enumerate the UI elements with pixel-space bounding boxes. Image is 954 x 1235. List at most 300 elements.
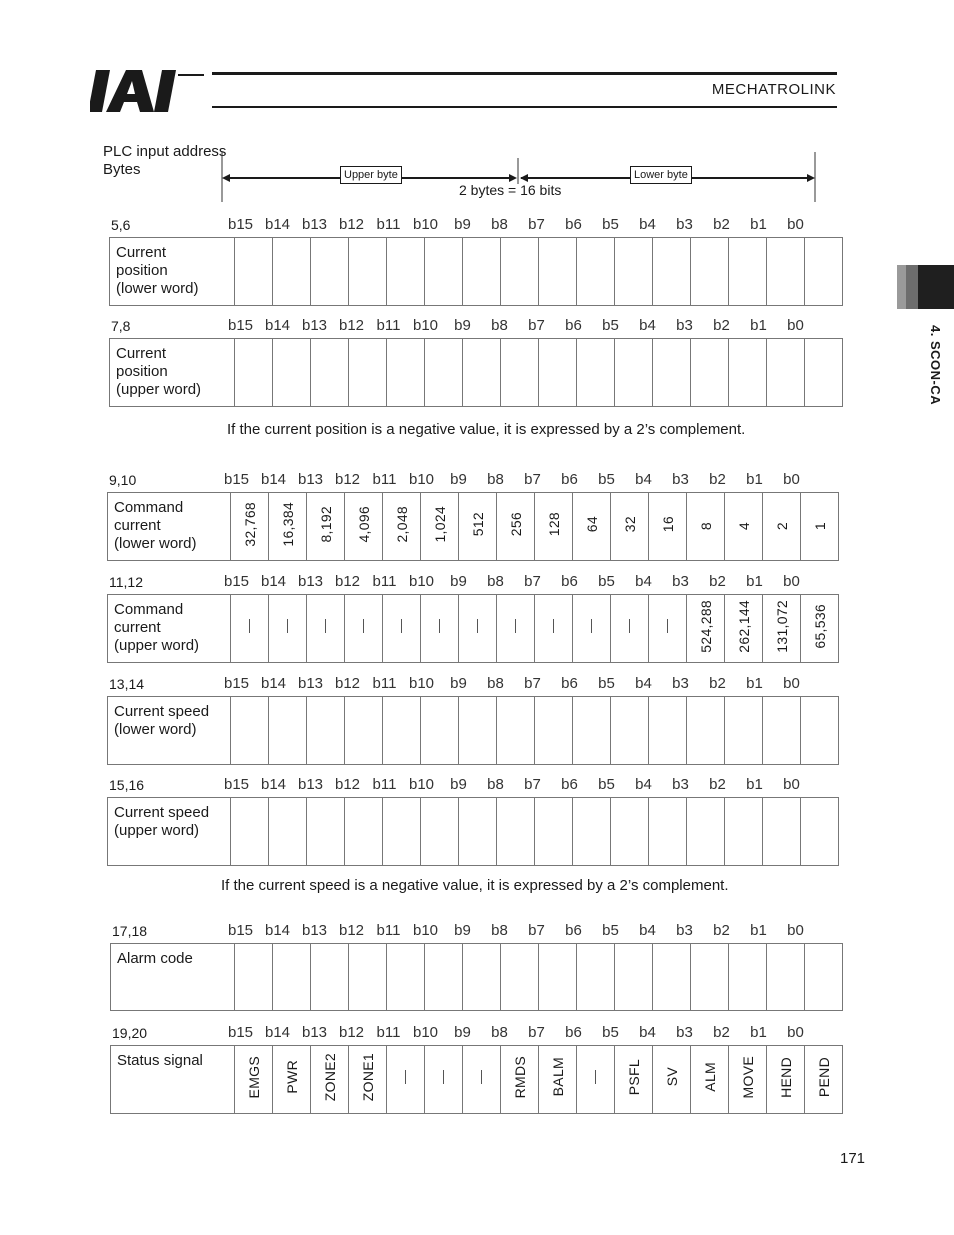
bit-cell	[501, 339, 539, 407]
bit-header-row	[222, 922, 814, 939]
bit-cell	[577, 339, 615, 407]
bit-value: 131,072	[773, 599, 790, 653]
table-row	[111, 944, 843, 1011]
bit-label: b9	[450, 675, 467, 692]
bit-label: b12	[338, 317, 365, 334]
bit-label: b8	[491, 216, 508, 233]
bit-label: b14	[260, 471, 287, 488]
bit-value: BALM	[549, 1057, 566, 1097]
bit-label: b7	[528, 1024, 545, 1041]
header-rule-top	[212, 72, 837, 75]
table-row	[108, 493, 839, 561]
bit-label: b6	[561, 776, 578, 793]
bit-label: b5	[598, 573, 615, 590]
bit-cell	[345, 798, 383, 866]
table-row	[110, 238, 843, 306]
bit-label: b5	[598, 675, 615, 692]
bit-cell	[615, 238, 653, 306]
unused-bit-dash	[439, 619, 440, 633]
bit-cell	[421, 493, 459, 561]
unused-bit-dash	[401, 619, 402, 633]
bit-label: b5	[602, 922, 619, 939]
unused-bit-dash	[629, 619, 630, 633]
bit-label: b0	[787, 216, 804, 233]
bit-label: b13	[301, 216, 328, 233]
bit-cell	[687, 798, 725, 866]
table-row	[108, 697, 839, 765]
bit-cell	[311, 238, 349, 306]
bit-label: b2	[713, 216, 730, 233]
bit-cell	[383, 595, 421, 663]
bit-cell	[383, 493, 421, 561]
bit-value: ALM	[701, 1062, 718, 1092]
bit-cell	[425, 339, 463, 407]
bit-cell	[611, 493, 649, 561]
brand-label: MECHATROLINK	[711, 81, 836, 98]
bit-label: b5	[598, 776, 615, 793]
bit-header-row	[222, 216, 814, 233]
register-table	[107, 492, 839, 561]
bit-cell	[421, 798, 459, 866]
bit-value: 8,192	[317, 505, 334, 543]
bit-cell	[805, 339, 843, 407]
bit-cell	[729, 339, 767, 407]
register-table	[107, 797, 839, 866]
bit-label: b14	[260, 675, 287, 692]
bit-cell	[687, 697, 725, 765]
bit-cell	[539, 238, 577, 306]
register-table	[110, 1045, 843, 1114]
register-address: 15,16	[109, 777, 145, 793]
bit-cell	[307, 595, 345, 663]
bit-cell	[615, 944, 653, 1011]
bit-cell	[577, 944, 615, 1011]
bit-label: b11	[376, 317, 401, 334]
bit-label: b8	[487, 776, 504, 793]
bit-cell	[725, 798, 763, 866]
bit-cell	[459, 493, 497, 561]
lower-byte-box: Lower byte	[630, 166, 692, 184]
bit-cell	[573, 493, 611, 561]
bit-cell	[231, 493, 269, 561]
bit-value: 512	[469, 511, 486, 537]
bit-cell	[763, 595, 801, 663]
bit-cell	[767, 944, 805, 1011]
bit-label: b10	[408, 776, 435, 793]
bit-cell	[311, 339, 349, 407]
bit-label: b7	[528, 216, 545, 233]
bit-label: b14	[260, 776, 287, 793]
bit-label: b15	[227, 216, 254, 233]
bit-header-row	[218, 573, 810, 590]
bit-label: b11	[372, 471, 397, 488]
bit-label: b9	[450, 573, 467, 590]
bit-label: b13	[297, 776, 324, 793]
bit-value: RMDS	[511, 1055, 528, 1099]
bit-label: b6	[561, 573, 578, 590]
bit-cell	[463, 339, 501, 407]
bit-cell	[729, 944, 767, 1011]
bit-cell	[387, 944, 425, 1011]
bit-cell	[345, 697, 383, 765]
iai-logo	[90, 70, 208, 112]
bit-cell	[615, 1046, 653, 1114]
bit-label: b6	[561, 471, 578, 488]
bit-cell	[307, 697, 345, 765]
bit-value: ZONE2	[321, 1052, 338, 1102]
bit-label: b2	[709, 573, 726, 590]
bit-label: b6	[565, 216, 582, 233]
register-address: 9,10	[109, 472, 137, 488]
bit-label: b2	[709, 776, 726, 793]
bit-value: 256	[507, 511, 524, 537]
bit-cell	[497, 697, 535, 765]
bit-label: b12	[338, 922, 365, 939]
bit-cell	[611, 798, 649, 866]
bit-cell	[649, 595, 687, 663]
bit-cell	[767, 1046, 805, 1114]
bit-cell	[649, 493, 687, 561]
bit-label: b11	[372, 573, 397, 590]
bit-cell	[459, 595, 497, 663]
bit-cell	[349, 238, 387, 306]
bit-cell	[497, 493, 535, 561]
bit-cell	[653, 339, 691, 407]
bit-label: b15	[227, 317, 254, 334]
bit-value: 32	[621, 515, 638, 533]
bit-value: 524,288	[697, 599, 714, 653]
upper-byte-box: Upper byte	[340, 166, 402, 184]
unused-bit-dash	[405, 1070, 406, 1084]
bit-label: b5	[602, 216, 619, 233]
bit-label: b1	[750, 317, 767, 334]
bit-label: b11	[376, 216, 401, 233]
bit-value: 2	[773, 522, 790, 531]
bit-cell	[463, 944, 501, 1011]
bit-label: b0	[787, 317, 804, 334]
bit-cell	[235, 944, 273, 1011]
bit-label: b2	[709, 471, 726, 488]
register-table	[109, 237, 843, 306]
bit-label: b4	[635, 675, 652, 692]
bit-cell	[269, 697, 307, 765]
bit-label: b1	[746, 675, 763, 692]
bit-value: 32,768	[241, 501, 258, 547]
bit-label: b13	[301, 922, 328, 939]
bit-cell	[539, 1046, 577, 1114]
bit-cell	[235, 339, 273, 407]
bit-label: b15	[223, 471, 250, 488]
bit-label: b8	[491, 317, 508, 334]
bit-label: b1	[746, 573, 763, 590]
bit-header-row	[222, 1024, 814, 1041]
bit-label: b7	[524, 573, 541, 590]
bit-cell	[269, 798, 307, 866]
bit-cell	[535, 697, 573, 765]
bit-value: 1,024	[431, 505, 448, 543]
bit-cell	[501, 238, 539, 306]
bit-label: b15	[227, 1024, 254, 1041]
bit-cell	[497, 595, 535, 663]
bit-cell	[501, 1046, 539, 1114]
bit-cell	[687, 595, 725, 663]
bit-label: b2	[709, 675, 726, 692]
bit-cell	[725, 697, 763, 765]
bit-cell	[235, 238, 273, 306]
bit-label: b4	[635, 471, 652, 488]
register-address: 5,6	[111, 217, 131, 233]
bit-value: 4,096	[355, 505, 372, 543]
bit-cell	[649, 798, 687, 866]
register-address: 11,12	[109, 574, 143, 590]
bit-value: ZONE1	[359, 1052, 376, 1102]
bit-label: b12	[338, 1024, 365, 1041]
bit-cell	[497, 798, 535, 866]
bit-value: 64	[583, 515, 600, 533]
bit-cell	[387, 339, 425, 407]
bit-cell	[767, 339, 805, 407]
position-note: If the current position is a negative value, it is expressed by a 2’s complement.	[227, 421, 746, 438]
table-row	[108, 595, 839, 663]
bit-cell	[269, 595, 307, 663]
bit-cell	[311, 944, 349, 1011]
bit-label: b6	[565, 922, 582, 939]
bit-label: b0	[783, 675, 800, 692]
bit-cell	[615, 339, 653, 407]
bit-cell	[269, 493, 307, 561]
bit-label: b12	[334, 675, 361, 692]
bit-label: b9	[454, 317, 471, 334]
bit-cell	[421, 697, 459, 765]
bit-label: b3	[672, 573, 689, 590]
bit-label: b3	[676, 216, 693, 233]
bit-cell	[535, 493, 573, 561]
bit-label: b1	[750, 1024, 767, 1041]
bit-value: 262,144	[735, 599, 752, 653]
bit-cell	[729, 238, 767, 306]
bit-cell	[725, 493, 763, 561]
bit-cell	[653, 1046, 691, 1114]
bit-label: b0	[787, 922, 804, 939]
bit-label: b2	[713, 1024, 730, 1041]
bit-label: b15	[223, 675, 250, 692]
register-address: 17,18	[112, 923, 148, 939]
bit-cell	[653, 944, 691, 1011]
bit-label: b14	[264, 1024, 291, 1041]
bit-label: b7	[524, 471, 541, 488]
bit-label: b9	[454, 922, 471, 939]
bit-label: b0	[787, 1024, 804, 1041]
bit-cell	[383, 798, 421, 866]
chapter-tab-mid	[906, 265, 918, 309]
bit-header-row	[222, 317, 814, 334]
unused-bit-dash	[481, 1070, 482, 1084]
bit-label: b4	[635, 573, 652, 590]
bit-cell	[421, 595, 459, 663]
register-name: Command current (lower word)	[108, 493, 231, 561]
bit-label: b8	[491, 922, 508, 939]
bit-cell	[805, 238, 843, 306]
bit-label: b9	[454, 216, 471, 233]
bit-label: b3	[672, 675, 689, 692]
bit-cell	[573, 697, 611, 765]
bit-cell	[459, 697, 497, 765]
bit-label: b8	[487, 573, 504, 590]
bit-cell	[273, 1046, 311, 1114]
bit-label: b4	[635, 776, 652, 793]
bit-cell	[805, 1046, 843, 1114]
bit-cell	[273, 238, 311, 306]
plc-address-label: PLC input address	[103, 143, 227, 160]
bit-label: b11	[372, 776, 397, 793]
bit-label: b6	[565, 1024, 582, 1041]
bit-label: b2	[713, 317, 730, 334]
bit-cell	[763, 697, 801, 765]
bit-cell	[767, 238, 805, 306]
bit-value: 16,384	[279, 501, 296, 547]
bit-cell	[801, 595, 839, 663]
bit-label: b9	[450, 776, 467, 793]
bit-cell	[349, 339, 387, 407]
register-table	[107, 696, 839, 765]
bit-cell	[687, 493, 725, 561]
bit-label: b13	[297, 573, 324, 590]
bit-cell	[383, 697, 421, 765]
bit-label: b3	[676, 317, 693, 334]
bit-cell	[691, 944, 729, 1011]
bit-cell	[539, 339, 577, 407]
bit-value: 8	[697, 522, 714, 531]
bit-label: b5	[598, 471, 615, 488]
bit-label: b3	[672, 776, 689, 793]
bytes-total-label: 2 bytes = 16 bits	[459, 182, 562, 198]
bit-label: b15	[223, 776, 250, 793]
bit-label: b4	[639, 317, 656, 334]
bit-label: b8	[487, 675, 504, 692]
bit-label: b13	[297, 471, 324, 488]
bit-label: b5	[602, 317, 619, 334]
bit-value: 2,048	[393, 505, 410, 543]
bit-cell	[573, 595, 611, 663]
bit-label: b10	[412, 216, 439, 233]
bit-cell	[273, 944, 311, 1011]
bit-label: b12	[334, 471, 361, 488]
bit-cell	[501, 944, 539, 1011]
bit-label: b10	[408, 675, 435, 692]
bit-label: b13	[301, 317, 328, 334]
unused-bit-dash	[325, 619, 326, 633]
speed-note: If the current speed is a negative value, it is expressed by a 2’s complement.	[221, 877, 729, 894]
bit-value: PSFL	[625, 1058, 642, 1096]
bit-label: b9	[454, 1024, 471, 1041]
bit-label: b12	[338, 216, 365, 233]
register-table	[109, 338, 843, 407]
bit-label: b1	[750, 922, 767, 939]
bit-label: b2	[713, 922, 730, 939]
register-name: Command current (upper word)	[108, 595, 231, 663]
bit-cell	[349, 944, 387, 1011]
bit-label: b7	[524, 776, 541, 793]
bit-label: b1	[746, 776, 763, 793]
bit-label: b9	[450, 471, 467, 488]
chapter-tab-dark	[918, 265, 954, 309]
bit-label: b10	[412, 317, 439, 334]
bit-cell	[387, 1046, 425, 1114]
bit-label: b7	[528, 922, 545, 939]
page-number: 171	[840, 1150, 866, 1167]
bit-cell	[691, 339, 729, 407]
bit-label: b1	[746, 471, 763, 488]
bit-label: b10	[412, 922, 439, 939]
unused-bit-dash	[667, 619, 668, 633]
bit-label: b13	[301, 1024, 328, 1041]
bit-cell	[425, 238, 463, 306]
bit-value: MOVE	[739, 1055, 756, 1099]
bit-cell	[649, 697, 687, 765]
bit-label: b14	[264, 317, 291, 334]
register-table	[110, 943, 843, 1011]
unused-bit-dash	[443, 1070, 444, 1084]
unused-bit-dash	[363, 619, 364, 633]
bit-cell	[463, 238, 501, 306]
bit-cell	[459, 798, 497, 866]
table-row	[110, 339, 843, 407]
unused-bit-dash	[287, 619, 288, 633]
bit-value: HEND	[777, 1056, 794, 1098]
bit-value: 16	[659, 515, 676, 533]
bit-label: b12	[334, 573, 361, 590]
bit-label: b6	[561, 675, 578, 692]
bit-cell	[535, 595, 573, 663]
bit-cell	[805, 944, 843, 1011]
bit-cell	[653, 238, 691, 306]
bit-cell	[729, 1046, 767, 1114]
table-row	[108, 798, 839, 866]
bit-label: b4	[639, 922, 656, 939]
bit-cell	[577, 238, 615, 306]
bit-cell	[349, 1046, 387, 1114]
register-name: Current speed (lower word)	[108, 697, 231, 765]
bit-cell	[801, 697, 839, 765]
bit-value: PEND	[815, 1056, 832, 1098]
bit-cell	[311, 1046, 349, 1114]
header-rule-bottom	[212, 106, 837, 108]
bit-value: SV	[663, 1067, 680, 1087]
bit-cell	[535, 798, 573, 866]
bit-header-row	[218, 776, 810, 793]
bit-label: b0	[783, 573, 800, 590]
chapter-label: 4. SCON-CA	[928, 325, 943, 406]
bit-value: 4	[735, 522, 752, 531]
bit-cell	[763, 798, 801, 866]
register-name: Alarm code	[111, 944, 235, 1011]
register-name: Current speed (upper word)	[108, 798, 231, 866]
bit-cell	[691, 238, 729, 306]
bit-label: b10	[408, 471, 435, 488]
bit-label: b11	[376, 1024, 401, 1041]
bit-cell	[801, 493, 839, 561]
bit-cell	[345, 493, 383, 561]
bit-cell	[801, 798, 839, 866]
bit-label: b15	[223, 573, 250, 590]
bit-label: b0	[783, 471, 800, 488]
register-name: Current position (upper word)	[110, 339, 235, 407]
bit-cell	[539, 944, 577, 1011]
bit-cell	[273, 339, 311, 407]
bit-cell	[307, 493, 345, 561]
unused-bit-dash	[249, 619, 250, 633]
bit-header-row	[218, 471, 810, 488]
